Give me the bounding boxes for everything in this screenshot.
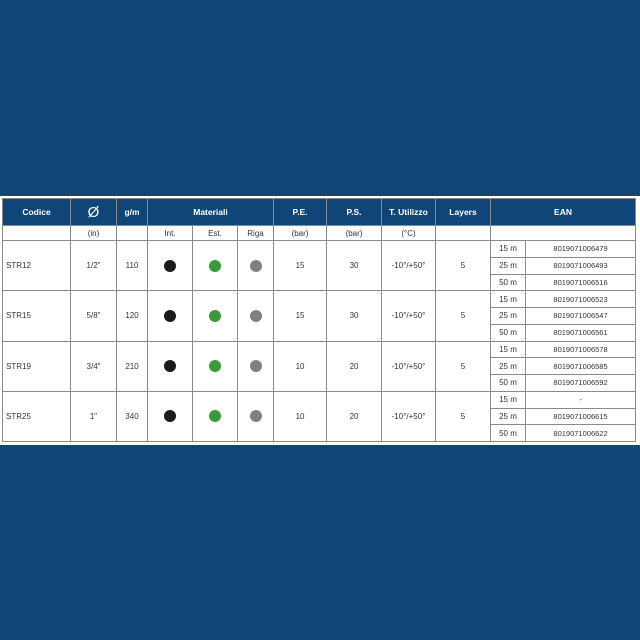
material-int-cell: [148, 241, 193, 291]
diameter: 3/4": [71, 341, 117, 391]
length-value: 15 m: [491, 391, 526, 408]
material-riga-cell: [238, 391, 274, 441]
subheader-empty: [491, 226, 636, 241]
ean-code: 8019071006592: [526, 375, 636, 392]
subheader-est: Est.: [193, 226, 238, 241]
weight-gm: 110: [117, 241, 148, 291]
length-value: 15 m: [491, 291, 526, 308]
material-riga-cell: [238, 291, 274, 341]
ean-code: 8019071006479: [526, 241, 636, 258]
ean-code: -: [526, 391, 636, 408]
product-code: STR19: [3, 341, 71, 391]
ean-code: 8019071006561: [526, 324, 636, 341]
subheader-riga: Riga: [238, 226, 274, 241]
material-int-color-dot: [164, 260, 176, 272]
material-est-cell: [193, 241, 238, 291]
material-riga-cell: [238, 241, 274, 291]
material-riga-cell: [238, 341, 274, 391]
pressure-ps: 20: [327, 341, 382, 391]
material-est-color-dot: [209, 260, 221, 272]
length-value: 25 m: [491, 257, 526, 274]
table-row: [3, 341, 636, 358]
layers-count: 5: [436, 291, 491, 341]
material-int-color-dot: [164, 360, 176, 372]
header-codice: Codice: [3, 199, 71, 226]
temperature-range: -10°/+50°: [382, 241, 436, 291]
pressure-ps: 20: [327, 391, 382, 441]
temperature-range: -10°/+50°: [382, 391, 436, 441]
subheader-empty: [436, 226, 491, 241]
ean-code: 8019071006585: [526, 358, 636, 375]
material-int-cell: [148, 391, 193, 441]
length-value: 50 m: [491, 425, 526, 442]
header-layers: Layers: [436, 199, 491, 226]
ean-code: 8019071006493: [526, 257, 636, 274]
weight-gm: 210: [117, 341, 148, 391]
pressure-pe: 15: [274, 241, 327, 291]
length-value: 25 m: [491, 408, 526, 425]
pressure-ps: 30: [327, 291, 382, 341]
ean-code: 8019071006523: [526, 291, 636, 308]
material-riga-color-dot: [250, 310, 262, 322]
material-int-cell: [148, 291, 193, 341]
material-riga-color-dot: [250, 260, 262, 272]
pressure-pe: 10: [274, 391, 327, 441]
length-value: 25 m: [491, 308, 526, 325]
material-int-color-dot: [164, 310, 176, 322]
subheader-temp-unit: (°C): [382, 226, 436, 241]
pressure-pe: 15: [274, 291, 327, 341]
length-value: 15 m: [491, 341, 526, 358]
weight-gm: 340: [117, 391, 148, 441]
weight-gm: 120: [117, 291, 148, 341]
material-est-color-dot: [209, 410, 221, 422]
length-value: 50 m: [491, 324, 526, 341]
header-row: [3, 199, 636, 226]
subheader-empty: [117, 226, 148, 241]
header-materiali: Materiali: [148, 199, 274, 226]
header-ean: EAN: [491, 199, 636, 226]
material-riga-color-dot: [250, 360, 262, 372]
layers-count: 5: [436, 341, 491, 391]
ean-code: 8019071006516: [526, 274, 636, 291]
header-ps: P.S.: [327, 199, 382, 226]
length-value: 25 m: [491, 358, 526, 375]
material-est-cell: [193, 341, 238, 391]
layers-count: 5: [436, 391, 491, 441]
product-code: STR15: [3, 291, 71, 341]
length-value: 15 m: [491, 241, 526, 258]
material-est-color-dot: [209, 360, 221, 372]
subheader-diameter-unit: (in): [71, 226, 117, 241]
table-row: [3, 291, 636, 308]
temperature-range: -10°/+50°: [382, 341, 436, 391]
product-spec-table: [2, 198, 636, 442]
table-body: [3, 241, 636, 442]
length-value: 50 m: [491, 274, 526, 291]
material-int-color-dot: [164, 410, 176, 422]
temperature-range: -10°/+50°: [382, 291, 436, 341]
subheader-pe-unit: (bar): [274, 226, 327, 241]
material-est-cell: [193, 291, 238, 341]
material-est-color-dot: [209, 310, 221, 322]
pressure-ps: 30: [327, 241, 382, 291]
header-diameter: Ø: [71, 199, 117, 226]
table-row: [3, 241, 636, 258]
header-pe: P.E.: [274, 199, 327, 226]
layers-count: 5: [436, 241, 491, 291]
pressure-pe: 10: [274, 341, 327, 391]
table-row: [3, 391, 636, 408]
ean-code: 8019071006578: [526, 341, 636, 358]
diameter: 5/8": [71, 291, 117, 341]
subheader-empty: [3, 226, 71, 241]
subheader-ps-unit: (bar): [327, 226, 382, 241]
diameter: 1/2": [71, 241, 117, 291]
product-code: STR25: [3, 391, 71, 441]
subheader-row: [3, 226, 636, 241]
diameter: 1": [71, 391, 117, 441]
header-gm: g/m: [117, 199, 148, 226]
subheader-int: Int.: [148, 226, 193, 241]
length-value: 50 m: [491, 375, 526, 392]
header-temp: T. Utilizzo: [382, 199, 436, 226]
material-int-cell: [148, 341, 193, 391]
ean-code: 8019071006547: [526, 308, 636, 325]
material-riga-color-dot: [250, 410, 262, 422]
ean-code: 8019071006622: [526, 425, 636, 442]
material-est-cell: [193, 391, 238, 441]
product-code: STR12: [3, 241, 71, 291]
ean-code: 8019071006615: [526, 408, 636, 425]
